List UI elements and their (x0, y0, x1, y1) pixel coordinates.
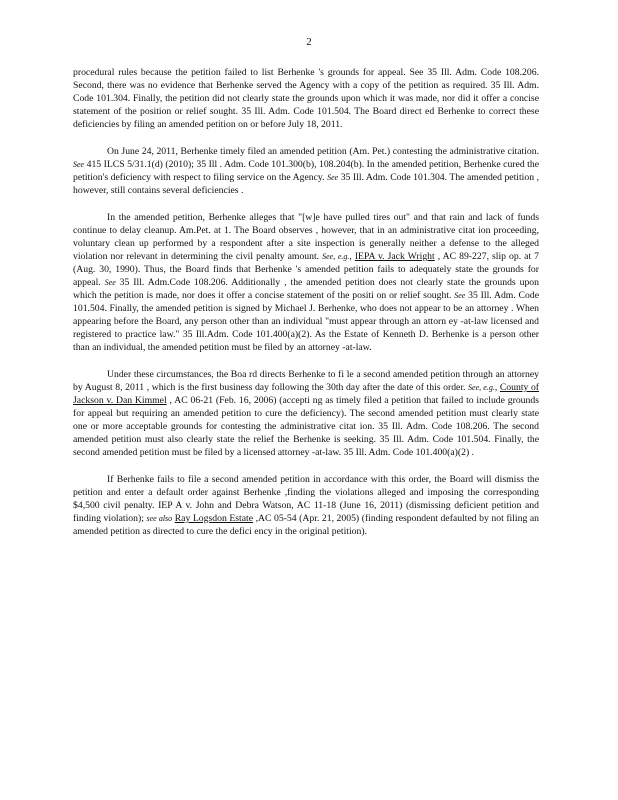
text-run: ,AC 05-54 (Apr. 21, 2005) (finding respondent defaulted by not filing an amended petition as directed to cure the defici ency in the original petition). (73, 513, 540, 537)
text-run: , AC 06-21 (Feb. 16, 2006) (accepti ng as timely filed a petition that failed to include grounds for appeal but requiring an amended petition to cure the deficiency). The second amended petition must clearly state one or more acceptable grounds for contesting the administrative citat ion. 35 Ill. Adm. Code 108.206. The second amended petition must also clearly state the relief the Berhenke is seeking. 35 Ill. Adm. Code 101.504. Finally, the second amended petition must be filed by a licensed attorney -at-law. 35 Ill. Adm. Code 101.400(a)(2) . (73, 395, 539, 458)
text-run: , (494, 382, 500, 393)
case-citation: County of Jackson v. Dan Kimmel (73, 382, 540, 406)
text-run: , AC 89-227, slip op. at 7 (Aug. 30, 1990). Thus, the Board finds that Berhenke 's amended petition fails to adequately state the grounds for appeal. (73, 251, 540, 288)
citation-signal: See, e.g. (468, 383, 495, 392)
text-run: procedural rules because the petition failed to list Berhenke 's grounds for appeal. See 35 Ill. Adm. Code 108.206. Second, there was no evidence that Berhenke served the Agency with a copy of the petition as required. 35 Ill. Adm. Code 101.304. Finally, the petition did not clearly state the grounds upon which it was made, nor did it offer a concise statement of the position or relief sought. 35 Ill. Adm. Code 101.504. The Board direct ed Berhenke to correct these deficiencies by filing an amended petition on or before July 18, 2011. (73, 67, 539, 130)
case-citation: Ray Logsdon Estate (174, 513, 254, 524)
paragraph-3 (73, 211, 539, 354)
citation-signal: See (73, 160, 85, 169)
paragraph-1 (73, 66, 539, 131)
paragraph-4 (73, 368, 539, 459)
text-run: 35 Ill. Adm. Code 101.504. Finally, the amended petition is signed by Michael J. Berhenke, who does not appear to be an attorney . When appearing before the Board, any person other than an individual "must appear through an attorn ey -at-law licensed and registered to practice law." 35 Ill.Adm. Code 101.400(a)(2). As the Estate of Kenneth D. Berhenke is a person other than an individual, the amended petition must be filed by an attorney -at-law. (73, 290, 539, 353)
case-citation: IEPA v. Jack Wright (354, 251, 435, 262)
text-run: 35 Ill. Adm. Code 101.304. The amended petition , however, still contains several deficiencies . (73, 172, 539, 196)
text-run: If Berhenke fails to file a second amended petition in accordance with this order, the Board will dismiss the petition and enter a default order against Berhenke ,finding the violations alleged and imposing the corresponding $4,500 civil penalty. IEP A v. John and Debra Watson, AC 11-18 (June 16, 2011) (dismissing deficient petition and finding violation); (73, 474, 539, 524)
citation-signal: See, e.g. (322, 252, 350, 261)
citation-signal: See (454, 291, 466, 300)
text-run: In the amended petition, Berhenke alleges that "[w]e have pulled tires out" and that rain and lack of funds continue to delay cleanup. Am.Pet. at 1. The Board observes , however, that in an administrative citat ion proceeding, voluntary clean up performed by a respondent after a site inspection is generally neither a defense to the alleged violation nor relevant in determining the civil penalty amount. (73, 212, 539, 262)
text-run: , (349, 251, 355, 262)
citation-signal: See (104, 278, 116, 287)
citation-signal: See (327, 173, 339, 182)
text-run: On June 24, 2011, Berhenke timely filed an amended petition (Am. Pet.) contesting the administrative citation. (107, 146, 539, 157)
page-number: 2 (306, 36, 312, 48)
text-run: 35 Ill. Adm.Code 108.206. Additionally , the amended petition does not clearly state the grounds upon which the petition is made, nor does it offer a concise statement of the positi on or relief sought. (73, 277, 539, 301)
paragraph-5 (73, 473, 539, 538)
text-run: Under these circumstances, the Boa rd directs Berhenke to fi le a second amended petition through an attorney by August 8, 2011 , which is the first business day following the 30th day after the date of this order. (73, 369, 539, 393)
document-body (73, 66, 539, 552)
paragraph-2 (73, 145, 539, 197)
text-run: 415 ILCS 5/31.1(d) (2010); 35 Ill . Adm. Code 101.300(b), 108.204(b). In the amended petition, Berhenke cured the petition's deficiency with respect to filing service on the Agency. (73, 159, 539, 183)
citation-signal: see also (146, 514, 173, 523)
